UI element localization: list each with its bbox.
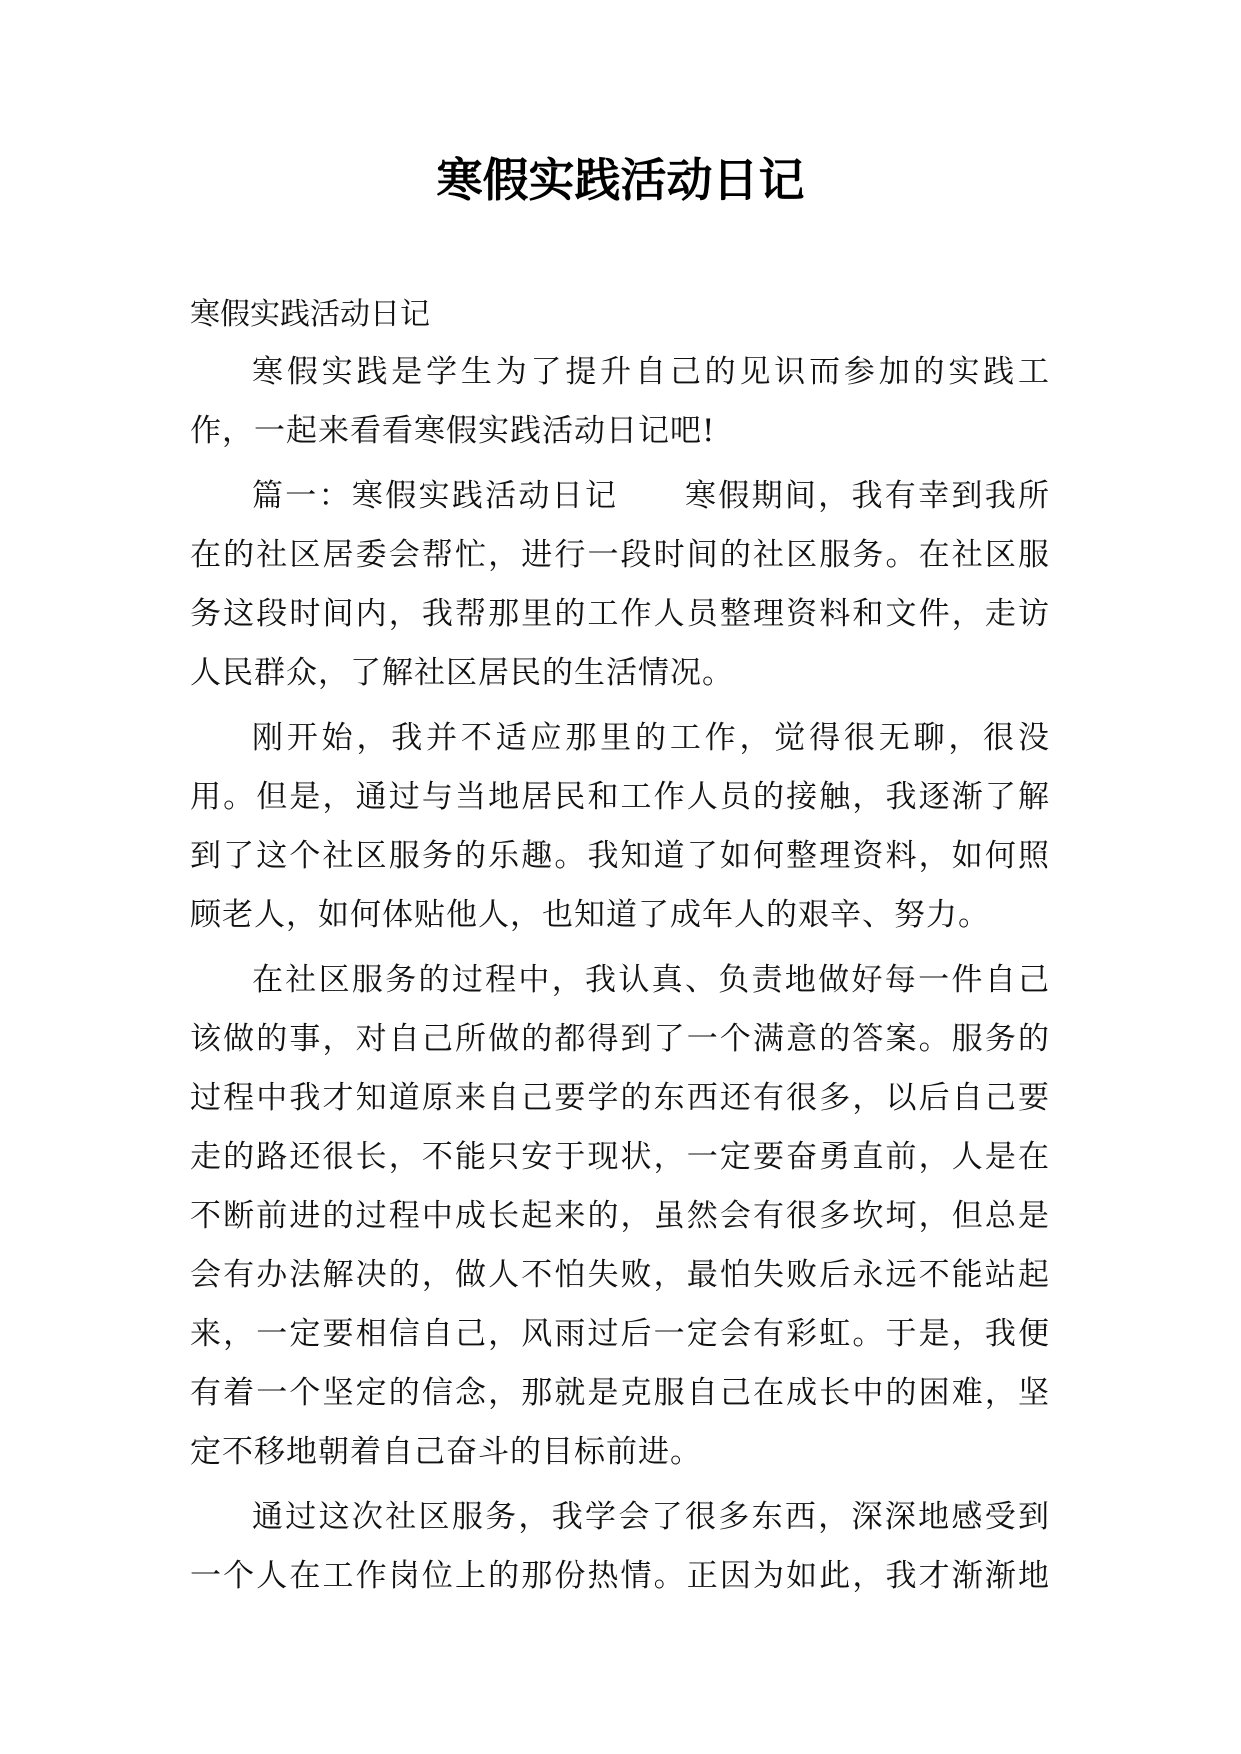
document-subtitle: 寒假实践活动日记 [190,297,430,332]
paragraph-conclusion: 通过这次社区服务，我学会了很多东西，深深地感受到一个人在工作岗位上的那份热情。正因为如此，我才渐渐地 [190,1499,1050,1594]
paragraph-beginning: 刚开始，我并不适应那里的工作，觉得很无聊，很没用。但是，通过与当地居民和工作人员的接触，我逐渐了解到了这个社区服务的乐趣。我知道了如何整理资料，如何照顾老人，如何体贴他人，也知道了成年人的艰辛、努力。 [190,720,1050,933]
document-title: 寒假实践活动日记 [436,153,805,207]
paragraph-intro: 寒假实践是学生为了提升自己的见识而参加的实践工作，一起来看看寒假实践活动日记吧! [190,354,1050,449]
paragraph-service-process: 在社区服务的过程中，我认真、负责地做好每一件自己该做的事，对自己所做的都得到了一个满意的答案。服务的过程中我才知道原来自己要学的东西还有很多，以后自己要走的路还很长，不能只安于现状，一定要奋勇直前，人是在不断前进的过程中成长起来的，虽然会有很多坎坷，但总是会有办法解决的，做人不怕失败，最怕失败后永远不能站起来，一定要相信自己，风雨过后一定会有彩虹。于是，我便有着一个坚定的信念，那就是克服自己在成长中的困难，坚定不移地朝着自己奋斗的目标前进。 [190,962,1050,1470]
document-body [190,287,1050,1606]
paragraph-part-one: 篇一：寒假实践活动日记 寒假期间，我有幸到我所在的社区居委会帮忙，进行一段时间的社区服务。在社区服务这段时间内，我帮那里的工作人员整理资料和文件，走访人民群众，了解社区居民的生活情况。 [190,478,1050,691]
